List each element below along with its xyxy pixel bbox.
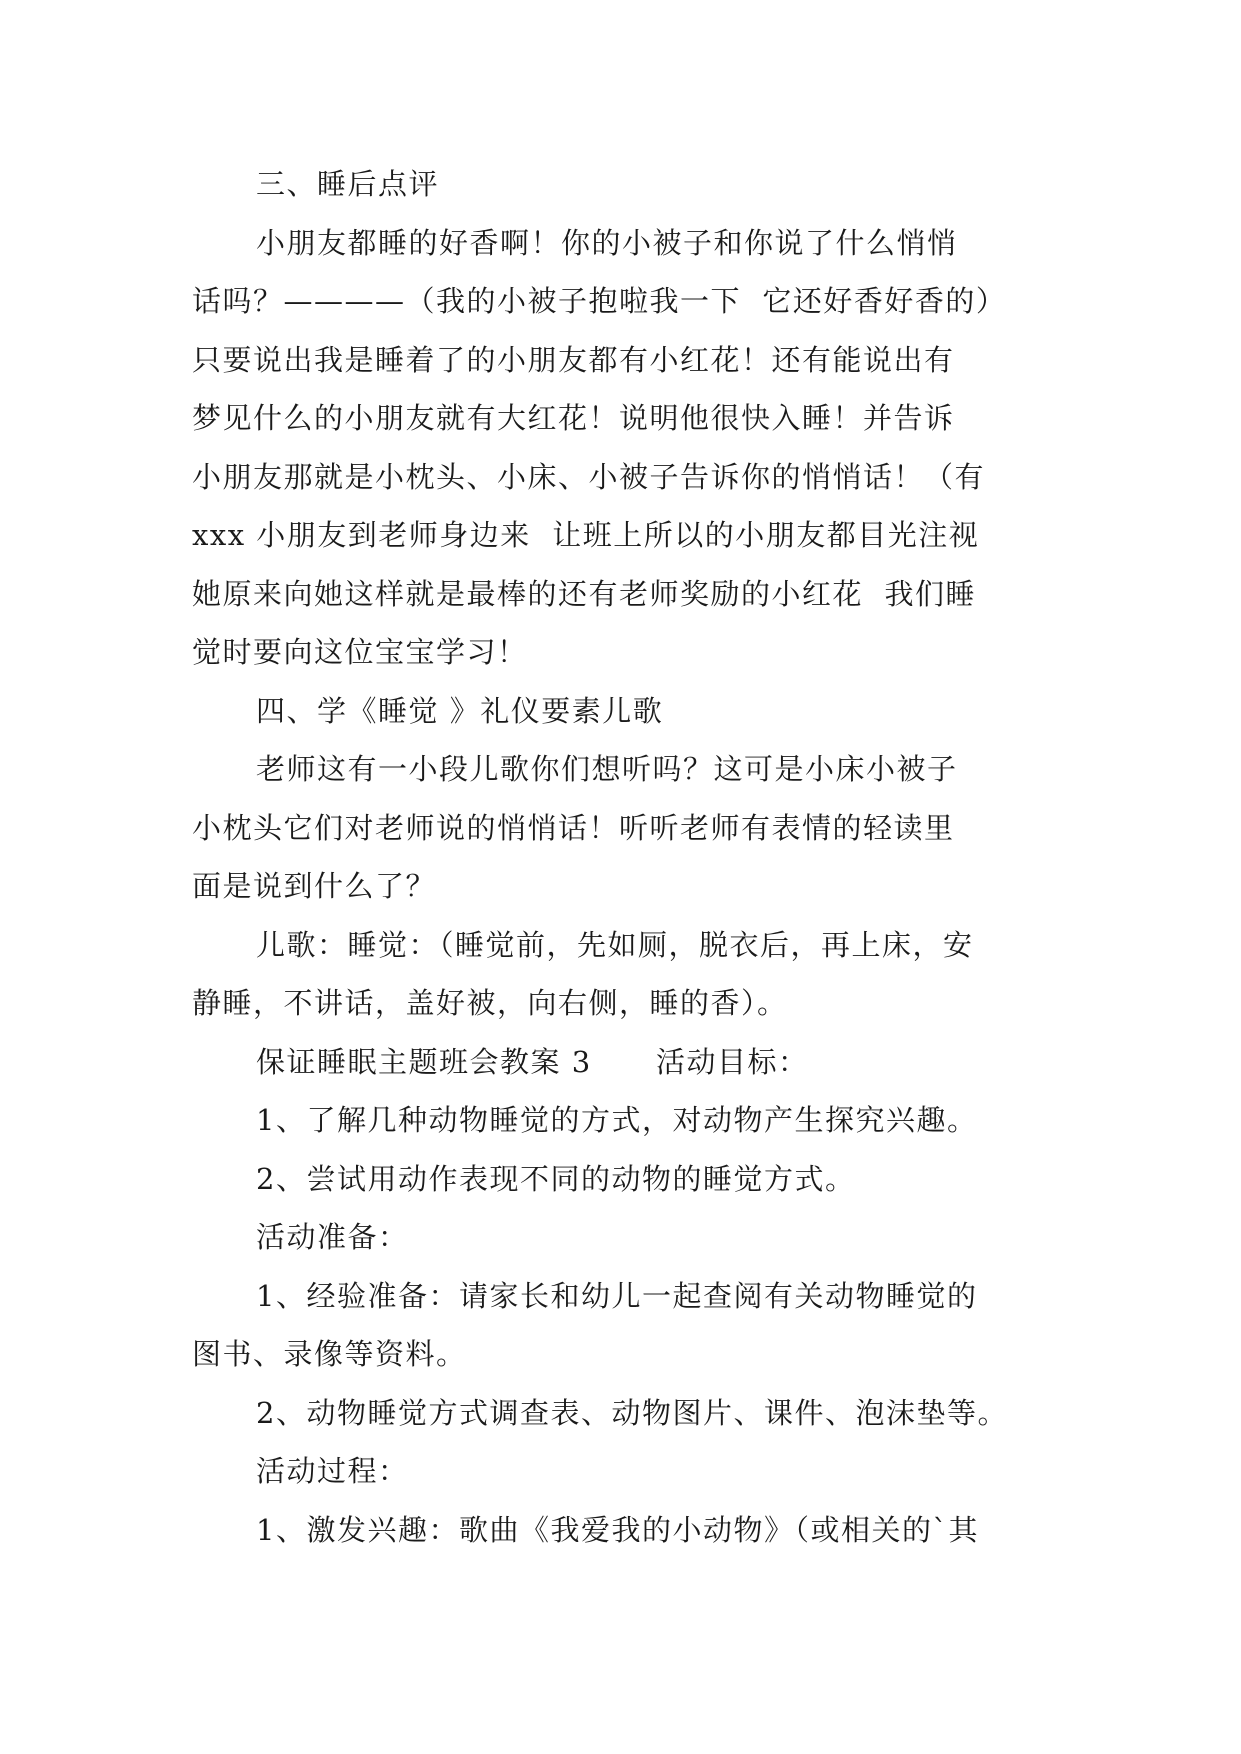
paragraph-line: 觉时要向这位宝宝学习！ <box>192 635 528 669</box>
paragraph-line: 老师这有一小段儿歌你们想听吗？这可是小床小被子 <box>256 752 958 786</box>
paragraph-line: 梦见什么的小朋友就有大红花！说明他很快入睡！并告诉 <box>192 401 955 435</box>
paragraph-line: xxx 小朋友到老师身边来 让班上所以的小朋友都目光注视 <box>192 518 980 552</box>
paragraph-line: 小枕头它们对老师说的悄悄话！听听老师有表情的轻读里 <box>192 810 955 845</box>
paragraph-line: 小朋友那就是小枕头、小床、小被子告诉你的悄悄话！（有 <box>192 459 986 494</box>
document-body <box>192 155 1072 1559</box>
section-heading: 三、睡后点评 <box>256 167 440 201</box>
paragraph-line: 小朋友都睡的好香啊！你的小被子和你说了什么悄悄 <box>256 225 958 260</box>
paragraph-line: 面是说到什么了？ <box>192 869 437 903</box>
list-item: 2、尝试用动作表现不同的动物的睡觉方式。 <box>256 1161 856 1196</box>
section-heading: 活动准备： <box>256 1220 409 1254</box>
paragraph-line: 只要说出我是睡着了的小朋友都有小红花！还有能说出有 <box>192 342 955 377</box>
list-item: 1、了解几种动物睡觉的方式，对动物产生探究兴趣。 <box>256 1103 978 1137</box>
list-item: 1、经验准备：请家长和幼儿一起查阅有关动物睡觉的 <box>256 1278 978 1313</box>
paragraph-line: 她原来向她这样就是最棒的还有老师奖励的小红花 我们睡 <box>192 576 976 611</box>
section-heading: 活动过程： <box>256 1454 409 1488</box>
paragraph-line: 话吗？————（我的小被子抱啦我一下 它还好香好香的） <box>192 284 1007 318</box>
paragraph-line: 静睡，不讲话，盖好被，向右侧，睡的香）。 <box>192 986 788 1020</box>
section-heading: 保证睡眠主题班会教案 3 活动目标： <box>256 1044 809 1079</box>
list-item: 2、动物睡觉方式调查表、动物图片、课件、泡沫垫等。 <box>256 1395 1008 1430</box>
list-item: 1、激发兴趣：歌曲《我爱我的小动物》（或相关的`其 <box>256 1512 979 1547</box>
paragraph-line: 儿歌：睡觉：（睡觉前，先如厕，脱衣后，再上床，安 <box>256 927 974 962</box>
paragraph-line: 图书、录像等资料。 <box>192 1337 467 1371</box>
section-heading: 四、学《睡觉 》礼仪要素儿歌 <box>256 693 664 728</box>
